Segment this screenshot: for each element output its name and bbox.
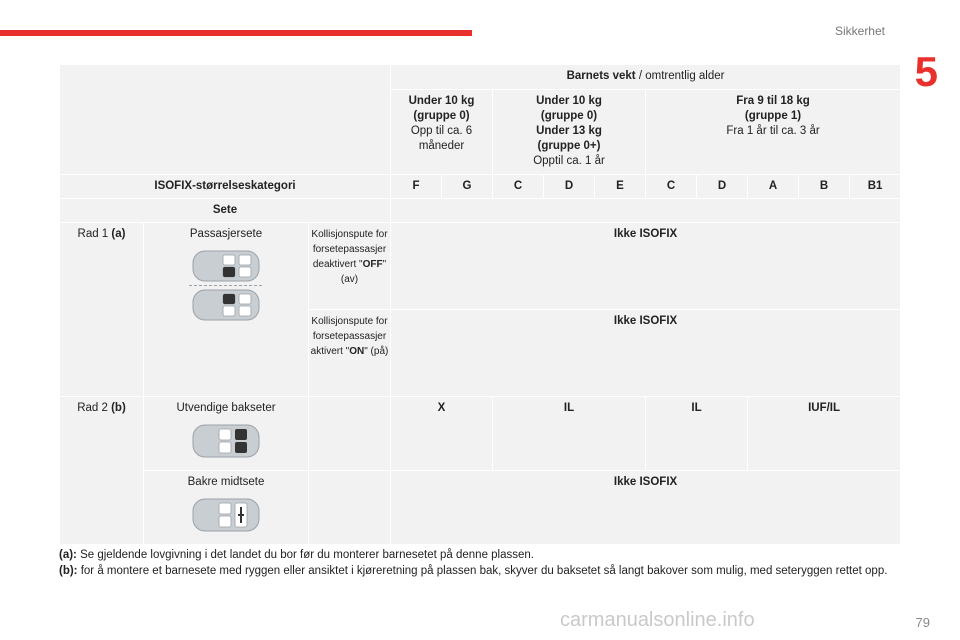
row2-empty-cell bbox=[309, 397, 391, 471]
row2-outer-seat: Utvendige bakseter bbox=[144, 397, 309, 471]
section-title: Sikkerhet bbox=[834, 24, 885, 38]
row2-value: IUF/IL bbox=[748, 397, 901, 471]
row2-middle-seat: Bakre midtsete bbox=[144, 471, 309, 545]
size-code: C bbox=[646, 175, 697, 199]
watermark: carmanualsonline.info bbox=[560, 609, 755, 631]
row2-empty-cell bbox=[309, 471, 391, 545]
airbag-on-value: Ikke ISOFIX bbox=[391, 310, 901, 397]
group-header-0: Under 10 kg (gruppe 0) Opp til ca. 6 måneder bbox=[391, 90, 493, 175]
airbag-on-label: Kollisjonspute for forsetepassasjer aktivert "ON" (på) bbox=[309, 310, 391, 397]
airbag-off-label: Kollisjonspute for forsetepassasjer deaktivert "OFF" (av) bbox=[309, 223, 391, 310]
group-header-1: Under 10 kg (gruppe 0) Under 13 kg (gruppe 0+) Opptil ca. 1 år bbox=[493, 90, 646, 175]
footnotes bbox=[59, 547, 889, 579]
rear-outer-seats-car-icon bbox=[189, 422, 263, 460]
empty-seat-cell bbox=[391, 199, 901, 223]
group-header-2: Fra 9 til 18 kg (gruppe 1) Fra 1 år til ca. 3 år bbox=[646, 90, 901, 175]
row2-label: Rad 2 (b) bbox=[60, 397, 144, 545]
size-code: C bbox=[493, 175, 544, 199]
size-code: F bbox=[391, 175, 442, 199]
page-number: 79 bbox=[915, 615, 930, 630]
row1-seat: Passasjersete bbox=[144, 223, 309, 397]
isofix-table bbox=[59, 64, 901, 545]
front-passenger-car-icon bbox=[189, 248, 263, 324]
airbag-off-value: Ikke ISOFIX bbox=[391, 223, 901, 310]
empty-corner-cell bbox=[60, 65, 391, 175]
row1-label: Rad 1 (a) bbox=[60, 223, 144, 397]
row2-value: IL bbox=[493, 397, 646, 471]
size-code: D bbox=[697, 175, 748, 199]
footnote-a: (a): Se gjeldende lovgivning i det landet du bor før du monterer barnesetet på denne plassen. bbox=[59, 549, 534, 561]
row2-middle-value: Ikke ISOFIX bbox=[391, 471, 901, 545]
footnote-b: (b): for å montere et barnesete med ryggen eller ansiktet i kjøreretning på plassen bak, skyver du baksetet så langt bakover som mulig, med seteryggen rettet opp. bbox=[59, 565, 888, 577]
weight-header: Barnets vekt / omtrentlig alder bbox=[391, 65, 901, 90]
size-code: B1 bbox=[850, 175, 901, 199]
row2-value: X bbox=[391, 397, 493, 471]
seat-label: Sete bbox=[60, 199, 391, 223]
rear-middle-seat-car-icon bbox=[189, 496, 263, 534]
size-code: A bbox=[748, 175, 799, 199]
size-code: G bbox=[442, 175, 493, 199]
size-category-label: ISOFIX-størrelseskategori bbox=[60, 175, 391, 199]
chapter-number: 5 bbox=[914, 48, 938, 95]
size-code: D bbox=[544, 175, 595, 199]
size-code: E bbox=[595, 175, 646, 199]
size-code: B bbox=[799, 175, 850, 199]
top-accent-bar bbox=[0, 30, 472, 36]
row2-value: IL bbox=[646, 397, 748, 471]
